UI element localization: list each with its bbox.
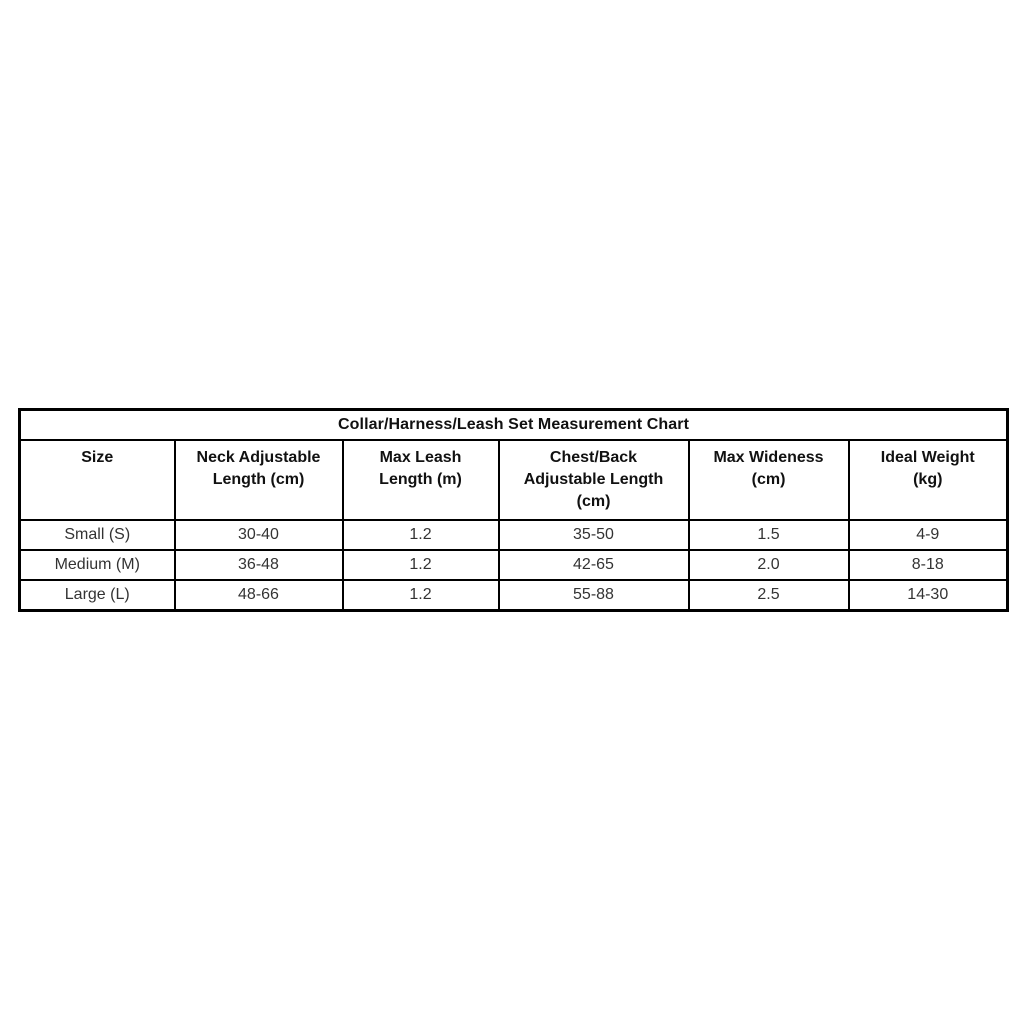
cell-size: Large (L) — [20, 580, 175, 611]
cell-ideal-weight: 4-9 — [849, 520, 1008, 550]
cell-ideal-weight: 14-30 — [849, 580, 1008, 611]
cell-chest-back-length: 55-88 — [499, 580, 689, 611]
cell-neck-length: 30-40 — [175, 520, 343, 550]
cell-size: Medium (M) — [20, 550, 175, 580]
title-row — [20, 410, 1008, 441]
cell-max-wideness: 1.5 — [689, 520, 849, 550]
cell-ideal-weight: 8-18 — [849, 550, 1008, 580]
cell-leash-length: 1.2 — [343, 520, 499, 550]
cell-leash-length: 1.2 — [343, 580, 499, 611]
header-size: Size — [20, 440, 175, 520]
cell-max-wideness: 2.5 — [689, 580, 849, 611]
header-chest-back-length: Chest/Back Adjustable Length (cm) — [499, 440, 689, 520]
table-title: Collar/Harness/Leash Set Measurement Chart — [20, 410, 1008, 441]
cell-neck-length: 48-66 — [175, 580, 343, 611]
cell-leash-length: 1.2 — [343, 550, 499, 580]
cell-chest-back-length: 35-50 — [499, 520, 689, 550]
header-leash-length: Max Leash Length (m) — [343, 440, 499, 520]
table-row — [20, 520, 1008, 550]
header-neck-length: Neck Adjustable Length (cm) — [175, 440, 343, 520]
measurement-table — [18, 408, 1009, 612]
measurement-chart — [18, 408, 1006, 612]
header-ideal-weight: Ideal Weight (kg) — [849, 440, 1008, 520]
cell-max-wideness: 2.0 — [689, 550, 849, 580]
table-row — [20, 550, 1008, 580]
cell-neck-length: 36-48 — [175, 550, 343, 580]
header-row — [20, 440, 1008, 520]
table-row — [20, 580, 1008, 611]
header-max-wideness: Max Wideness (cm) — [689, 440, 849, 520]
cell-size: Small (S) — [20, 520, 175, 550]
cell-chest-back-length: 42-65 — [499, 550, 689, 580]
